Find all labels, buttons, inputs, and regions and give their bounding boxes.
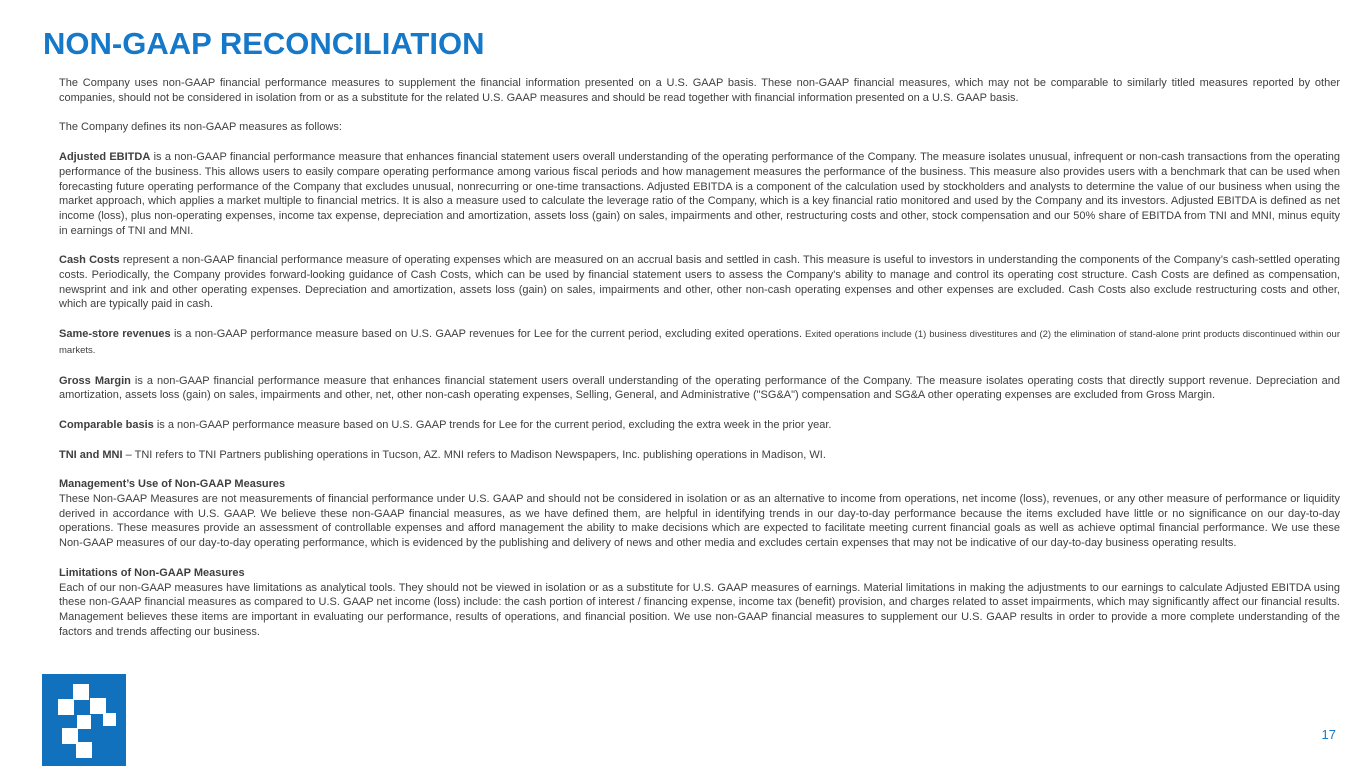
section-limitations <box>59 566 1340 640</box>
section-managements-use <box>59 477 1340 551</box>
definition-text: represent a non-GAAP financial performance measure of operating expenses which are measured on an accrual basis and settled in cash. This measure is useful to investors in understanding the components of the Company’s cash-settled operating costs. Periodically, the Company provides forward-looking guidance of Cash Costs, which can be used by financial statement users to assess the Company's ability to manage and control its operating cost structure. Cash Costs are defined as compensation, newsprint and ink and other operating expenses. Depreciation and amortization, assets loss (gain) on sales, impairments and other, other non-cash operating expenses and other expenses are excluded. Cash Costs also exclude restructuring costs and other, which are typically paid in cash. <box>59 254 1340 311</box>
definition-footnote: Exited operations include (1) business divestitures and (2) the elimination of stand-alone print products discontinued within our markets. <box>59 329 1340 356</box>
defines-line: The Company defines its non-GAAP measures as follows: <box>59 121 342 134</box>
definition-text: is a non-GAAP performance measure based on U.S. GAAP trends for Lee for the current period, excluding the extra week in the prior year. <box>153 418 832 431</box>
definition-text: is a non-GAAP financial performance measure that enhances financial statement users overall understanding of the operating performance of the Company. The measure isolates operating costs that directly support revenue. Depreciation and amortization, assets loss (gain) on sales, impairments and other, net, other non-cash operating expenses, Selling, General, and Administrative ("SG&A") compensation and SG&A other operating expenses are excluded from Gross Margin. <box>59 374 1341 402</box>
definition-text: – TNI refers to TNI Partners publishing operations in Tucson, AZ. MNI refers to Madison Newspapers, Inc. publishing operations in Madison, WI. <box>122 448 826 461</box>
section-body: These Non-GAAP Measures are not measurements of financial performance under U.S. GAAP and should not be considered in isolation or as an alternative to income from operations, net income (loss), revenues, or any other measure of performance or liquidity derived in accordance with U.S. GAAP. We believe these non-GAAP financial measures, as we have defined them, are helpful in identifying trends in our day-to-day performance because the items excluded have little or no significance on our day-to-day operations. These measures provide an assessment of controllable expenses and afford management the ability to make decisions which are expected to facilitate meeting current financial goals as well as achieve optimal financial performance. We use these Non-GAAP measures of our day-to-day operating performance, which is evidenced by the publishing and delivery of news and other media and excludes certain expenses that may not be indicative of our day-to-day business operating results. <box>59 493 1340 550</box>
section-heading: Limitations of Non-GAAP Measures <box>59 566 245 579</box>
intro-paragraph: The Company uses non-GAAP financial performance measures to supplement the financial information presented on a U.S. GAAP basis. These non-GAAP financial measures, which may not be comparable to similarly titled measures reported by other companies, should not be considered in isolation from or as a substitute for the related U.S. GAAP measures and should be read together with financial information presented on a U.S. GAAP basis. <box>59 77 1340 104</box>
definition-same-store-revenues <box>59 327 1340 358</box>
definition-term: Adjusted EBITDA <box>59 151 151 164</box>
lee-enterprises-logo <box>42 674 126 766</box>
definition-tni-and-mni <box>59 448 1340 463</box>
page-number: 17 <box>1321 727 1336 742</box>
pixel-stairs-logo-icon <box>42 674 126 766</box>
definition-term: Same-store revenues <box>59 328 171 341</box>
section-heading: Management’s Use of Non-GAAP Measures <box>59 478 286 491</box>
definition-comparable-basis <box>59 418 1340 433</box>
definition-adjusted-ebitda <box>59 150 1340 238</box>
definition-term: Cash Costs <box>59 254 120 267</box>
definition-term: TNI and MNI <box>59 448 123 461</box>
section-body: Each of our non-GAAP measures have limitations as analytical tools. They should not be viewed in isolation or as a substitute for U.S. GAAP measures of earnings. Material limitations in making the adjustments to our earnings to calculate Adjusted EBITDA using these non-GAAP financial measures as compared to U.S. GAAP net income (loss) include: the cash portion of interest / financing expense, income tax (benefit) provision, and charges related to asset impairments, which may significantly affect our financial results. Management believes these items are important in evaluating our performance, results of operations, and financial position. We use non-GAAP financial measures to supplement our U.S. GAAP results in order to provide a more complete understanding of the factors and trends affecting our business. <box>59 581 1340 638</box>
page-title: NON-GAAP RECONCILIATION <box>43 26 485 61</box>
definition-text: is a non-GAAP performance measure based on U.S. GAAP revenues for Lee for the current period, excluding exited operations. <box>170 328 803 341</box>
definition-term: Comparable basis <box>59 418 154 431</box>
definition-term: Gross Margin <box>59 374 131 387</box>
definition-cash-costs <box>59 253 1340 312</box>
definition-gross-margin <box>59 374 1340 403</box>
slide-body <box>59 76 1340 654</box>
definition-text: is a non-GAAP financial performance measure that enhances financial statement users overall understanding of the operating performance of the Company. The measure isolates unusual, infrequent or non-cash transactions from the operating performance of the business. This allows users to easily compare operating performance among various fiscal periods and how management measures the performance of the business. This measure also provides users with a benchmark that can be used when forecasting future operating performance of the Company that excludes unusual, nonrecurring or one-time transactions. Adjusted EBITDA is a component of the calculation used by stockholders and analysts to determine the value of our business when using the market approach, which applies a market multiple to financial metrics. It is also a measure used to calculate the leverage ratio of the Company, which is a key financial ratio monitored and used by the Company and its investors. Adjusted EBITDA is defined as net income (loss), plus non-operating expenses, income tax expense, depreciation and amortization, assets loss (gain) on sales, impairments and other, restructuring costs and other, stock compensation and our 50% share of EBITDA from TNI and MNI, minus equity in earnings of TNI and MNI. <box>59 151 1340 237</box>
